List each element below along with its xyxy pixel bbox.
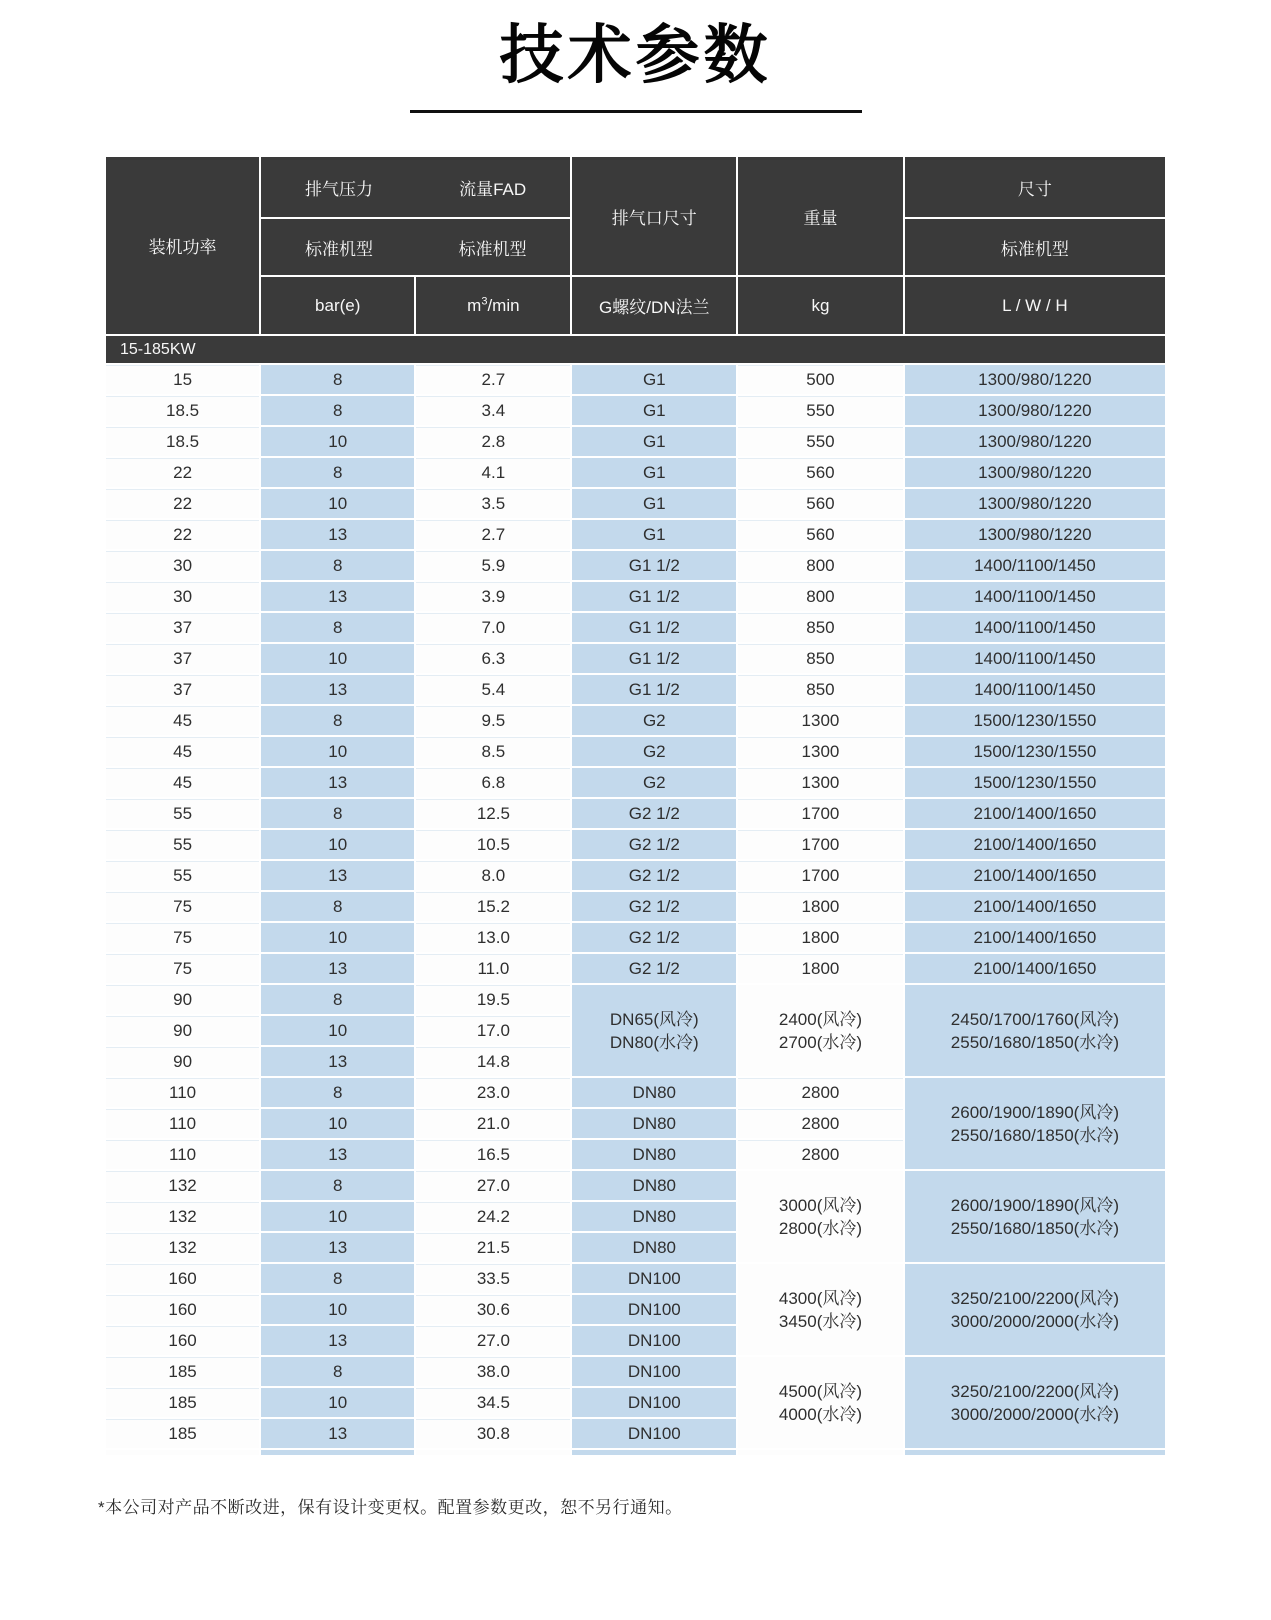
dims-cell: 2100/1400/1650	[905, 892, 1165, 921]
flow-cell: 3.5	[416, 489, 570, 518]
outlet-cell: G1	[572, 520, 736, 549]
outlet-cell: DN80	[572, 1140, 736, 1169]
outlet-cell-merged: DN65(风冷) DN80(水冷)	[572, 985, 736, 1076]
pressure-cell: 8	[261, 365, 414, 394]
pressure-cell: 13	[261, 1233, 414, 1262]
flow-cell: 6.3	[416, 644, 570, 673]
pressure-cell: 13	[261, 768, 414, 797]
dims-cell: 1300/980/1220	[905, 489, 1165, 518]
dims-cell: 1400/1100/1450	[905, 613, 1165, 642]
weight-cell: 560	[738, 458, 903, 487]
weight-cell: 1300	[738, 768, 903, 797]
dims-cell: 1500/1230/1550	[905, 737, 1165, 766]
table-row	[106, 1264, 1165, 1293]
table-row	[106, 1078, 1165, 1107]
flow-cell: 30.8	[416, 1419, 570, 1448]
outlet-cell: G1	[572, 396, 736, 425]
flow-cell: 21.5	[416, 1233, 570, 1262]
flow-cell: 14.8	[416, 1047, 570, 1076]
outlet-cell: DN100	[572, 1357, 736, 1386]
flow-cell: 24.2	[416, 1202, 570, 1231]
pressure-cell: 10	[261, 1388, 414, 1417]
power-cell: 45	[106, 706, 259, 735]
weight-cell: 1800	[738, 892, 903, 921]
power-cell: 90	[106, 1047, 259, 1076]
subheader-dims-standard: 标准机型	[905, 219, 1165, 275]
unit-pressure: bar(e)	[261, 277, 414, 334]
dims-cell-merged: 3250/2100/2200(风冷) 3000/2000/2000(水冷)	[905, 1264, 1165, 1355]
outlet-cell: G1	[572, 458, 736, 487]
flow-cell: 2.7	[416, 520, 570, 549]
dims-cell: 2100/1400/1650	[905, 861, 1165, 890]
outlet-cell: G1	[572, 489, 736, 518]
pressure-cell: 13	[261, 1140, 414, 1169]
pressure-cell: 13	[261, 1047, 414, 1076]
flow-cell: 2.8	[416, 427, 570, 456]
flow-cell: 27.0	[416, 1326, 570, 1355]
power-cell: 132	[106, 1233, 259, 1262]
power-cell: 90	[106, 985, 259, 1014]
flow-cell: 15.2	[416, 892, 570, 921]
power-cell: 30	[106, 582, 259, 611]
pressure-cell: 8	[261, 799, 414, 828]
weight-cell: 850	[738, 613, 903, 642]
pressure-cell: 10	[261, 1016, 414, 1045]
weight-cell: 1700	[738, 799, 903, 828]
dims-cell-merged: 2600/1900/1890(风冷) 2550/1680/1850(水冷)	[905, 1171, 1165, 1262]
flow-cell: 11.0	[416, 954, 570, 983]
flow-cell: 3.4	[416, 396, 570, 425]
outlet-cell: G2	[572, 737, 736, 766]
power-cell: 55	[106, 830, 259, 859]
power-cell: 37	[106, 644, 259, 673]
flow-cell: 17.0	[416, 1016, 570, 1045]
dims-cell: 1400/1100/1450	[905, 551, 1165, 580]
subheader-standard-models	[261, 219, 570, 275]
power-cell: 132	[106, 1202, 259, 1231]
dims-cell: 1300/980/1220	[905, 520, 1165, 549]
table-row	[106, 365, 1165, 394]
pressure-cell: 8	[261, 1357, 414, 1386]
weight-cell: 1300	[738, 737, 903, 766]
weight-cell: 560	[738, 489, 903, 518]
pressure-cell: 8	[261, 1264, 414, 1293]
title-underline	[410, 110, 862, 113]
power-cell: 45	[106, 768, 259, 797]
flow-cell: 9.5	[416, 706, 570, 735]
table-row	[106, 954, 1165, 983]
flow-cell: 2.7	[416, 365, 570, 394]
pressure-cell: 8	[261, 458, 414, 487]
header-row-1	[106, 157, 1165, 217]
pressure-cell: 8	[261, 1171, 414, 1200]
dims-cell: 1300/980/1220	[905, 427, 1165, 456]
flow-cell: 5.9	[416, 551, 570, 580]
pressure-cell: 8	[261, 551, 414, 580]
power-cell: 37	[106, 675, 259, 704]
outlet-cell: DN100	[572, 1419, 736, 1448]
col-header-power: 装机功率	[106, 157, 259, 334]
power-cell: 55	[106, 861, 259, 890]
dims-cell: 1400/1100/1450	[905, 644, 1165, 673]
pressure-cell: 10	[261, 1295, 414, 1324]
weight-cell: 800	[738, 582, 903, 611]
header-row-3	[106, 277, 1165, 334]
weight-cell: 1700	[738, 830, 903, 859]
power-cell: 30	[106, 551, 259, 580]
outlet-cell: G1 1/2	[572, 613, 736, 642]
table-row	[106, 1357, 1165, 1386]
outlet-cell: G1 1/2	[572, 644, 736, 673]
pressure-cell: 13	[261, 1326, 414, 1355]
col-header-pressure: 排气压力	[304, 179, 373, 199]
outlet-cell: DN100	[572, 1388, 736, 1417]
table-row	[106, 458, 1165, 487]
dims-cell-merged: 2450/1700/1760(风冷) 2550/1680/1850(水冷)	[905, 985, 1165, 1076]
flow-cell: 33.5	[416, 1264, 570, 1293]
table-row	[106, 551, 1165, 580]
table-row	[106, 613, 1165, 642]
outlet-cell: DN80	[572, 1078, 736, 1107]
pressure-cell: 8	[261, 396, 414, 425]
flow-cell: 30.6	[416, 1295, 570, 1324]
outlet-cell: G1 1/2	[572, 582, 736, 611]
outlet-cell: G2 1/2	[572, 892, 736, 921]
flow-cell: 27.0	[416, 1171, 570, 1200]
table-row	[106, 768, 1165, 797]
spec-table-wrap	[104, 155, 1167, 1457]
dims-cell: 1500/1230/1550	[905, 768, 1165, 797]
table-row	[106, 830, 1165, 859]
weight-cell: 1700	[738, 861, 903, 890]
dims-cell-merged: 3250/2100/2200(风冷) 3000/2000/2000(水冷)	[905, 1357, 1165, 1448]
unit-weight: kg	[738, 277, 903, 334]
power-cell: 160	[106, 1264, 259, 1293]
weight-cell-merged: 2400(风冷) 2700(水冷)	[738, 985, 903, 1076]
power-cell: 18.5	[106, 396, 259, 425]
flow-cell: 3.9	[416, 582, 570, 611]
outlet-cell: G1 1/2	[572, 675, 736, 704]
pressure-cell: 8	[261, 1078, 414, 1107]
table-row	[106, 737, 1165, 766]
outlet-cell: G1 1/2	[572, 551, 736, 580]
dims-cell: 1500/1230/1550	[905, 706, 1165, 735]
power-cell: 15	[106, 365, 259, 394]
outlet-cell: G2 1/2	[572, 861, 736, 890]
weight-cell: 1800	[738, 923, 903, 952]
flow-cell: 21.0	[416, 1109, 570, 1138]
power-cell: 45	[106, 737, 259, 766]
outlet-cell: DN80	[572, 1202, 736, 1231]
outlet-cell: DN80	[572, 1233, 736, 1262]
weight-cell: 800	[738, 551, 903, 580]
table-bottom-strip	[106, 1450, 1165, 1455]
flow-cell: 13.0	[416, 923, 570, 952]
col-header-outlet: 排气口尺寸	[572, 157, 736, 275]
outlet-cell: G2 1/2	[572, 799, 736, 828]
unit-dims: L / W / H	[905, 277, 1165, 334]
pressure-cell: 13	[261, 1419, 414, 1448]
weight-cell: 2800	[738, 1140, 903, 1169]
weight-cell: 550	[738, 427, 903, 456]
col-header-dims: 尺寸	[905, 157, 1165, 217]
outlet-cell: G2	[572, 768, 736, 797]
pressure-cell: 10	[261, 489, 414, 518]
flow-cell: 6.8	[416, 768, 570, 797]
weight-cell-merged: 3000(风冷) 2800(水冷)	[738, 1171, 903, 1262]
dims-cell: 1300/980/1220	[905, 365, 1165, 394]
outlet-cell: DN80	[572, 1171, 736, 1200]
dims-cell: 2100/1400/1650	[905, 830, 1165, 859]
dims-cell: 2100/1400/1650	[905, 923, 1165, 952]
page-title: 技术参数	[499, 19, 772, 91]
outlet-cell: DN80	[572, 1109, 736, 1138]
power-cell: 37	[106, 613, 259, 642]
power-cell: 22	[106, 520, 259, 549]
power-cell: 75	[106, 954, 259, 983]
table-row	[106, 675, 1165, 704]
table-row	[106, 520, 1165, 549]
col-header-pressure-flow	[261, 157, 570, 217]
table-row	[106, 582, 1165, 611]
pressure-cell: 8	[261, 985, 414, 1014]
outlet-cell: G1	[572, 427, 736, 456]
pressure-cell: 10	[261, 830, 414, 859]
outlet-cell: DN100	[572, 1264, 736, 1293]
outlet-cell: DN100	[572, 1295, 736, 1324]
power-cell: 90	[106, 1016, 259, 1045]
table-row	[106, 489, 1165, 518]
unit-outlet: G螺纹/DN法兰	[572, 277, 736, 334]
table-row	[106, 396, 1165, 425]
weight-cell-merged: 4500(风冷) 4000(水冷)	[738, 1357, 903, 1448]
table-row	[106, 892, 1165, 921]
dims-cell: 1400/1100/1450	[905, 582, 1165, 611]
weight-cell: 560	[738, 520, 903, 549]
pressure-cell: 13	[261, 582, 414, 611]
pressure-cell: 10	[261, 427, 414, 456]
power-cell: 185	[106, 1419, 259, 1448]
subheader-pressure-standard: 标准机型	[304, 239, 373, 259]
section-row	[106, 336, 1165, 363]
power-cell: 160	[106, 1295, 259, 1324]
table-row	[106, 861, 1165, 890]
spec-table	[104, 155, 1167, 1457]
power-cell: 18.5	[106, 427, 259, 456]
dims-cell: 2100/1400/1650	[905, 954, 1165, 983]
table-row	[106, 1171, 1165, 1200]
flow-cell: 16.5	[416, 1140, 570, 1169]
flow-cell: 8.0	[416, 861, 570, 890]
table-row	[106, 644, 1165, 673]
table-row	[106, 985, 1165, 1014]
power-cell: 75	[106, 923, 259, 952]
pressure-cell: 8	[261, 892, 414, 921]
footnote: *本公司对产品不断改进，保有设计变更权。配置参数更改，恕不另行通知。	[98, 1498, 683, 1518]
flow-cell: 5.4	[416, 675, 570, 704]
power-cell: 22	[106, 489, 259, 518]
power-cell: 185	[106, 1388, 259, 1417]
flow-cell: 23.0	[416, 1078, 570, 1107]
flow-cell: 12.5	[416, 799, 570, 828]
power-cell: 110	[106, 1109, 259, 1138]
pressure-cell: 8	[261, 706, 414, 735]
flow-cell: 19.5	[416, 985, 570, 1014]
flow-cell: 7.0	[416, 613, 570, 642]
pressure-cell: 10	[261, 1109, 414, 1138]
weight-cell: 2800	[738, 1109, 903, 1138]
weight-cell: 1800	[738, 954, 903, 983]
power-cell: 55	[106, 799, 259, 828]
flow-cell: 38.0	[416, 1357, 570, 1386]
pressure-cell: 13	[261, 954, 414, 983]
dims-cell-merged: 2600/1900/1890(风冷) 2550/1680/1850(水冷)	[905, 1078, 1165, 1169]
pressure-cell: 13	[261, 520, 414, 549]
col-header-weight: 重量	[738, 157, 903, 275]
pressure-cell: 10	[261, 1202, 414, 1231]
outlet-cell: G2 1/2	[572, 923, 736, 952]
dims-cell: 1400/1100/1450	[905, 675, 1165, 704]
power-cell: 185	[106, 1357, 259, 1386]
unit-flow: $m^3/\min$	[416, 277, 570, 334]
section-label: 15-185KW	[106, 336, 1165, 363]
weight-cell: 550	[738, 396, 903, 425]
dims-cell: 1300/980/1220	[905, 396, 1165, 425]
pressure-cell: 10	[261, 644, 414, 673]
outlet-cell: G1	[572, 365, 736, 394]
power-cell: 160	[106, 1326, 259, 1355]
flow-cell: 34.5	[416, 1388, 570, 1417]
weight-cell-merged: 4300(风冷) 3450(水冷)	[738, 1264, 903, 1355]
dims-cell: 1300/980/1220	[905, 458, 1165, 487]
power-cell: 22	[106, 458, 259, 487]
pressure-cell: 13	[261, 861, 414, 890]
table-row	[106, 427, 1165, 456]
col-header-flow: 流量FAD	[459, 179, 527, 199]
weight-cell: 2800	[738, 1078, 903, 1107]
flow-cell: 10.5	[416, 830, 570, 859]
pressure-cell: 10	[261, 923, 414, 952]
table-row	[106, 706, 1165, 735]
subheader-flow-standard: 标准机型	[458, 239, 527, 259]
outlet-cell: G2 1/2	[572, 830, 736, 859]
power-cell: 110	[106, 1140, 259, 1169]
power-cell: 132	[106, 1171, 259, 1200]
outlet-cell: G2	[572, 706, 736, 735]
outlet-cell: G2 1/2	[572, 954, 736, 983]
table-row	[106, 923, 1165, 952]
outlet-cell: DN100	[572, 1326, 736, 1355]
pressure-cell: 10	[261, 737, 414, 766]
weight-cell: 850	[738, 644, 903, 673]
pressure-cell: 13	[261, 675, 414, 704]
power-cell: 110	[106, 1078, 259, 1107]
flow-cell: 8.5	[416, 737, 570, 766]
dims-cell: 2100/1400/1650	[905, 799, 1165, 828]
power-cell: 75	[106, 892, 259, 921]
weight-cell: 850	[738, 675, 903, 704]
weight-cell: 500	[738, 365, 903, 394]
pressure-cell: 8	[261, 613, 414, 642]
table-row	[106, 799, 1165, 828]
weight-cell: 1300	[738, 706, 903, 735]
flow-cell: 4.1	[416, 458, 570, 487]
